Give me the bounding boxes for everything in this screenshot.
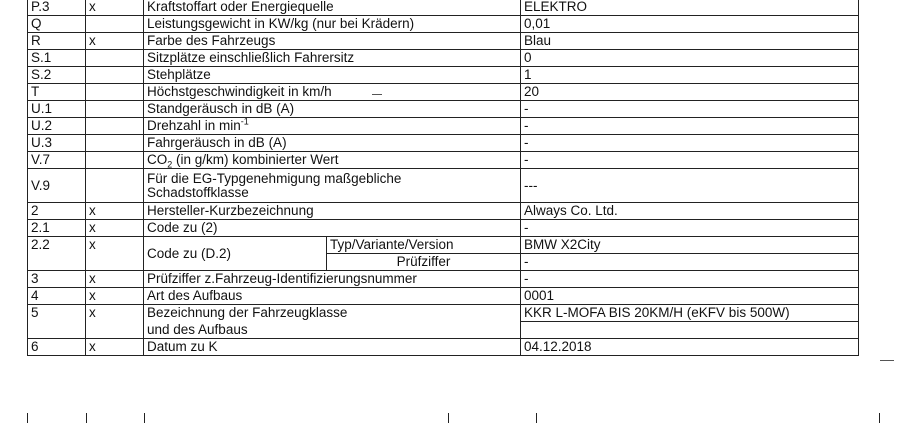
- field-value: 0001: [521, 288, 859, 305]
- field-label: Bezeichnung der Fahrzeugklasse: [144, 305, 521, 322]
- field-code: U.1: [28, 101, 86, 118]
- field-label: Code zu (2): [144, 220, 521, 237]
- table-row: [28, 16, 859, 33]
- label-text: Für die EG-Typgenehmigung maßgebliche Schadstoffklasse: [147, 170, 402, 200]
- mandatory-mark: [86, 67, 144, 84]
- field-label: Höchstgeschwindigkeit in km/h: [144, 84, 521, 101]
- field-value: 1: [521, 67, 859, 84]
- field-code-continued: [28, 254, 86, 271]
- field-value: Always Co. Ltd.: [521, 203, 859, 220]
- column-divider: [879, 413, 880, 423]
- field-code: S.1: [28, 50, 86, 67]
- subscript: 2: [167, 159, 173, 169]
- field-code: S.2: [28, 67, 86, 84]
- table-row: [28, 84, 859, 101]
- mandatory-mark: [86, 169, 144, 203]
- field-code: 6: [28, 339, 86, 356]
- mandatory-mark: x: [86, 220, 144, 237]
- field-label: [144, 118, 521, 135]
- field-label: [144, 152, 521, 169]
- table-row: [28, 0, 859, 16]
- table-row: [28, 33, 859, 50]
- table-row: [28, 152, 859, 169]
- table-row: [28, 339, 859, 356]
- field-code: U.2: [28, 118, 86, 135]
- field-value: -: [521, 152, 859, 169]
- mandatory-mark-continued: [86, 322, 144, 339]
- field-code: 5: [28, 305, 86, 322]
- field-value: 0,01: [521, 16, 859, 33]
- table-row: [28, 118, 859, 135]
- field-code: V.9: [28, 169, 86, 203]
- table-row: [28, 322, 859, 339]
- table-row: [28, 169, 859, 203]
- field-value: -: [521, 220, 859, 237]
- mandatory-mark: [86, 152, 144, 169]
- field-label: Code zu (D.2): [144, 237, 327, 271]
- field-label: Datum zu K: [144, 339, 521, 356]
- column-divider: [448, 413, 449, 423]
- field-label: Prüfziffer z.Fahrzeug-Identifizierungsnummer: [144, 271, 521, 288]
- field-value: -: [521, 271, 859, 288]
- field-code: T: [28, 84, 86, 101]
- mandatory-mark: [86, 16, 144, 33]
- table-row: [28, 237, 859, 254]
- sub-field-label: Typ/Variante/Version: [327, 237, 521, 254]
- superscript: -1: [240, 117, 249, 127]
- field-label: Farbe des Fahrzeugs: [144, 33, 521, 50]
- field-value: -: [521, 118, 859, 135]
- field-value: 20: [521, 84, 859, 101]
- mandatory-mark: x: [86, 237, 144, 254]
- field-code-continued: [28, 322, 86, 339]
- field-value: 0: [521, 50, 859, 67]
- field-code: 4: [28, 288, 86, 305]
- scan-mark: [880, 360, 894, 361]
- sub-field-label: Prüfziffer: [327, 254, 521, 271]
- field-code: 2.1: [28, 220, 86, 237]
- mandatory-mark: x: [86, 305, 144, 322]
- vehicle-data-table: [27, 0, 859, 356]
- mandatory-mark: x: [86, 339, 144, 356]
- mandatory-mark: [86, 101, 144, 118]
- mandatory-mark: [86, 84, 144, 101]
- mandatory-mark: [86, 118, 144, 135]
- mandatory-mark: x: [86, 271, 144, 288]
- mandatory-mark: x: [86, 0, 144, 16]
- field-code: 3: [28, 271, 86, 288]
- field-label: [144, 169, 521, 203]
- label-text: CO: [147, 152, 168, 167]
- field-code: Q: [28, 16, 86, 33]
- mandatory-mark-continued: [86, 254, 144, 271]
- column-divider: [536, 413, 537, 423]
- field-value-empty: [521, 322, 859, 339]
- field-value: ---: [521, 169, 859, 203]
- field-code: U.3: [28, 135, 86, 152]
- table-row: [28, 271, 859, 288]
- field-value: KKR L-MOFA BIS 20KM/H (eKFV bis 500W): [521, 305, 859, 322]
- field-label: Leistungsgewicht in KW/kg (nur bei Krädern): [144, 16, 521, 33]
- field-label: Hersteller-Kurzbezeichnung: [144, 203, 521, 220]
- table-row: [28, 67, 859, 84]
- mandatory-mark: x: [86, 288, 144, 305]
- field-value: Blau: [521, 33, 859, 50]
- table-row: [28, 288, 859, 305]
- cut-off-row: [27, 413, 880, 423]
- column-divider: [86, 413, 87, 423]
- field-code: P.3: [28, 0, 86, 16]
- table-row: [28, 220, 859, 237]
- table-row: [28, 305, 859, 322]
- field-code: 2: [28, 203, 86, 220]
- field-code: R: [28, 33, 86, 50]
- field-value: -: [521, 101, 859, 118]
- field-value: -: [521, 254, 859, 271]
- table-row: [28, 203, 859, 220]
- field-label: Fahrgeräusch in dB (A): [144, 135, 521, 152]
- field-label: Art des Aufbaus: [144, 288, 521, 305]
- column-divider: [144, 413, 145, 423]
- mandatory-mark: [86, 50, 144, 67]
- table-row: [28, 50, 859, 67]
- field-code: V.7: [28, 152, 86, 169]
- field-label: Stehplätze: [144, 67, 521, 84]
- field-value: BMW X2City: [521, 237, 859, 254]
- field-label: Sitzplätze einschließlich Fahrersitz: [144, 50, 521, 67]
- label-text: Drehzahl in min: [147, 118, 241, 133]
- mandatory-mark: [86, 135, 144, 152]
- mandatory-mark: x: [86, 203, 144, 220]
- scan-mark: [372, 94, 382, 95]
- label-text: (in g/km) kombinierter Wert: [172, 152, 339, 167]
- table-row: [28, 101, 859, 118]
- field-label: Standgeräusch in dB (A): [144, 101, 521, 118]
- field-label-continued: und des Aufbaus: [144, 322, 521, 339]
- field-value: -: [521, 135, 859, 152]
- field-value: 04.12.2018: [521, 339, 859, 356]
- field-label: Kraftstoffart oder Energiequelle: [144, 0, 521, 16]
- field-code: 2.2: [28, 237, 86, 254]
- mandatory-mark: x: [86, 33, 144, 50]
- field-value: ELEKTRO: [521, 0, 859, 16]
- table-row: [28, 135, 859, 152]
